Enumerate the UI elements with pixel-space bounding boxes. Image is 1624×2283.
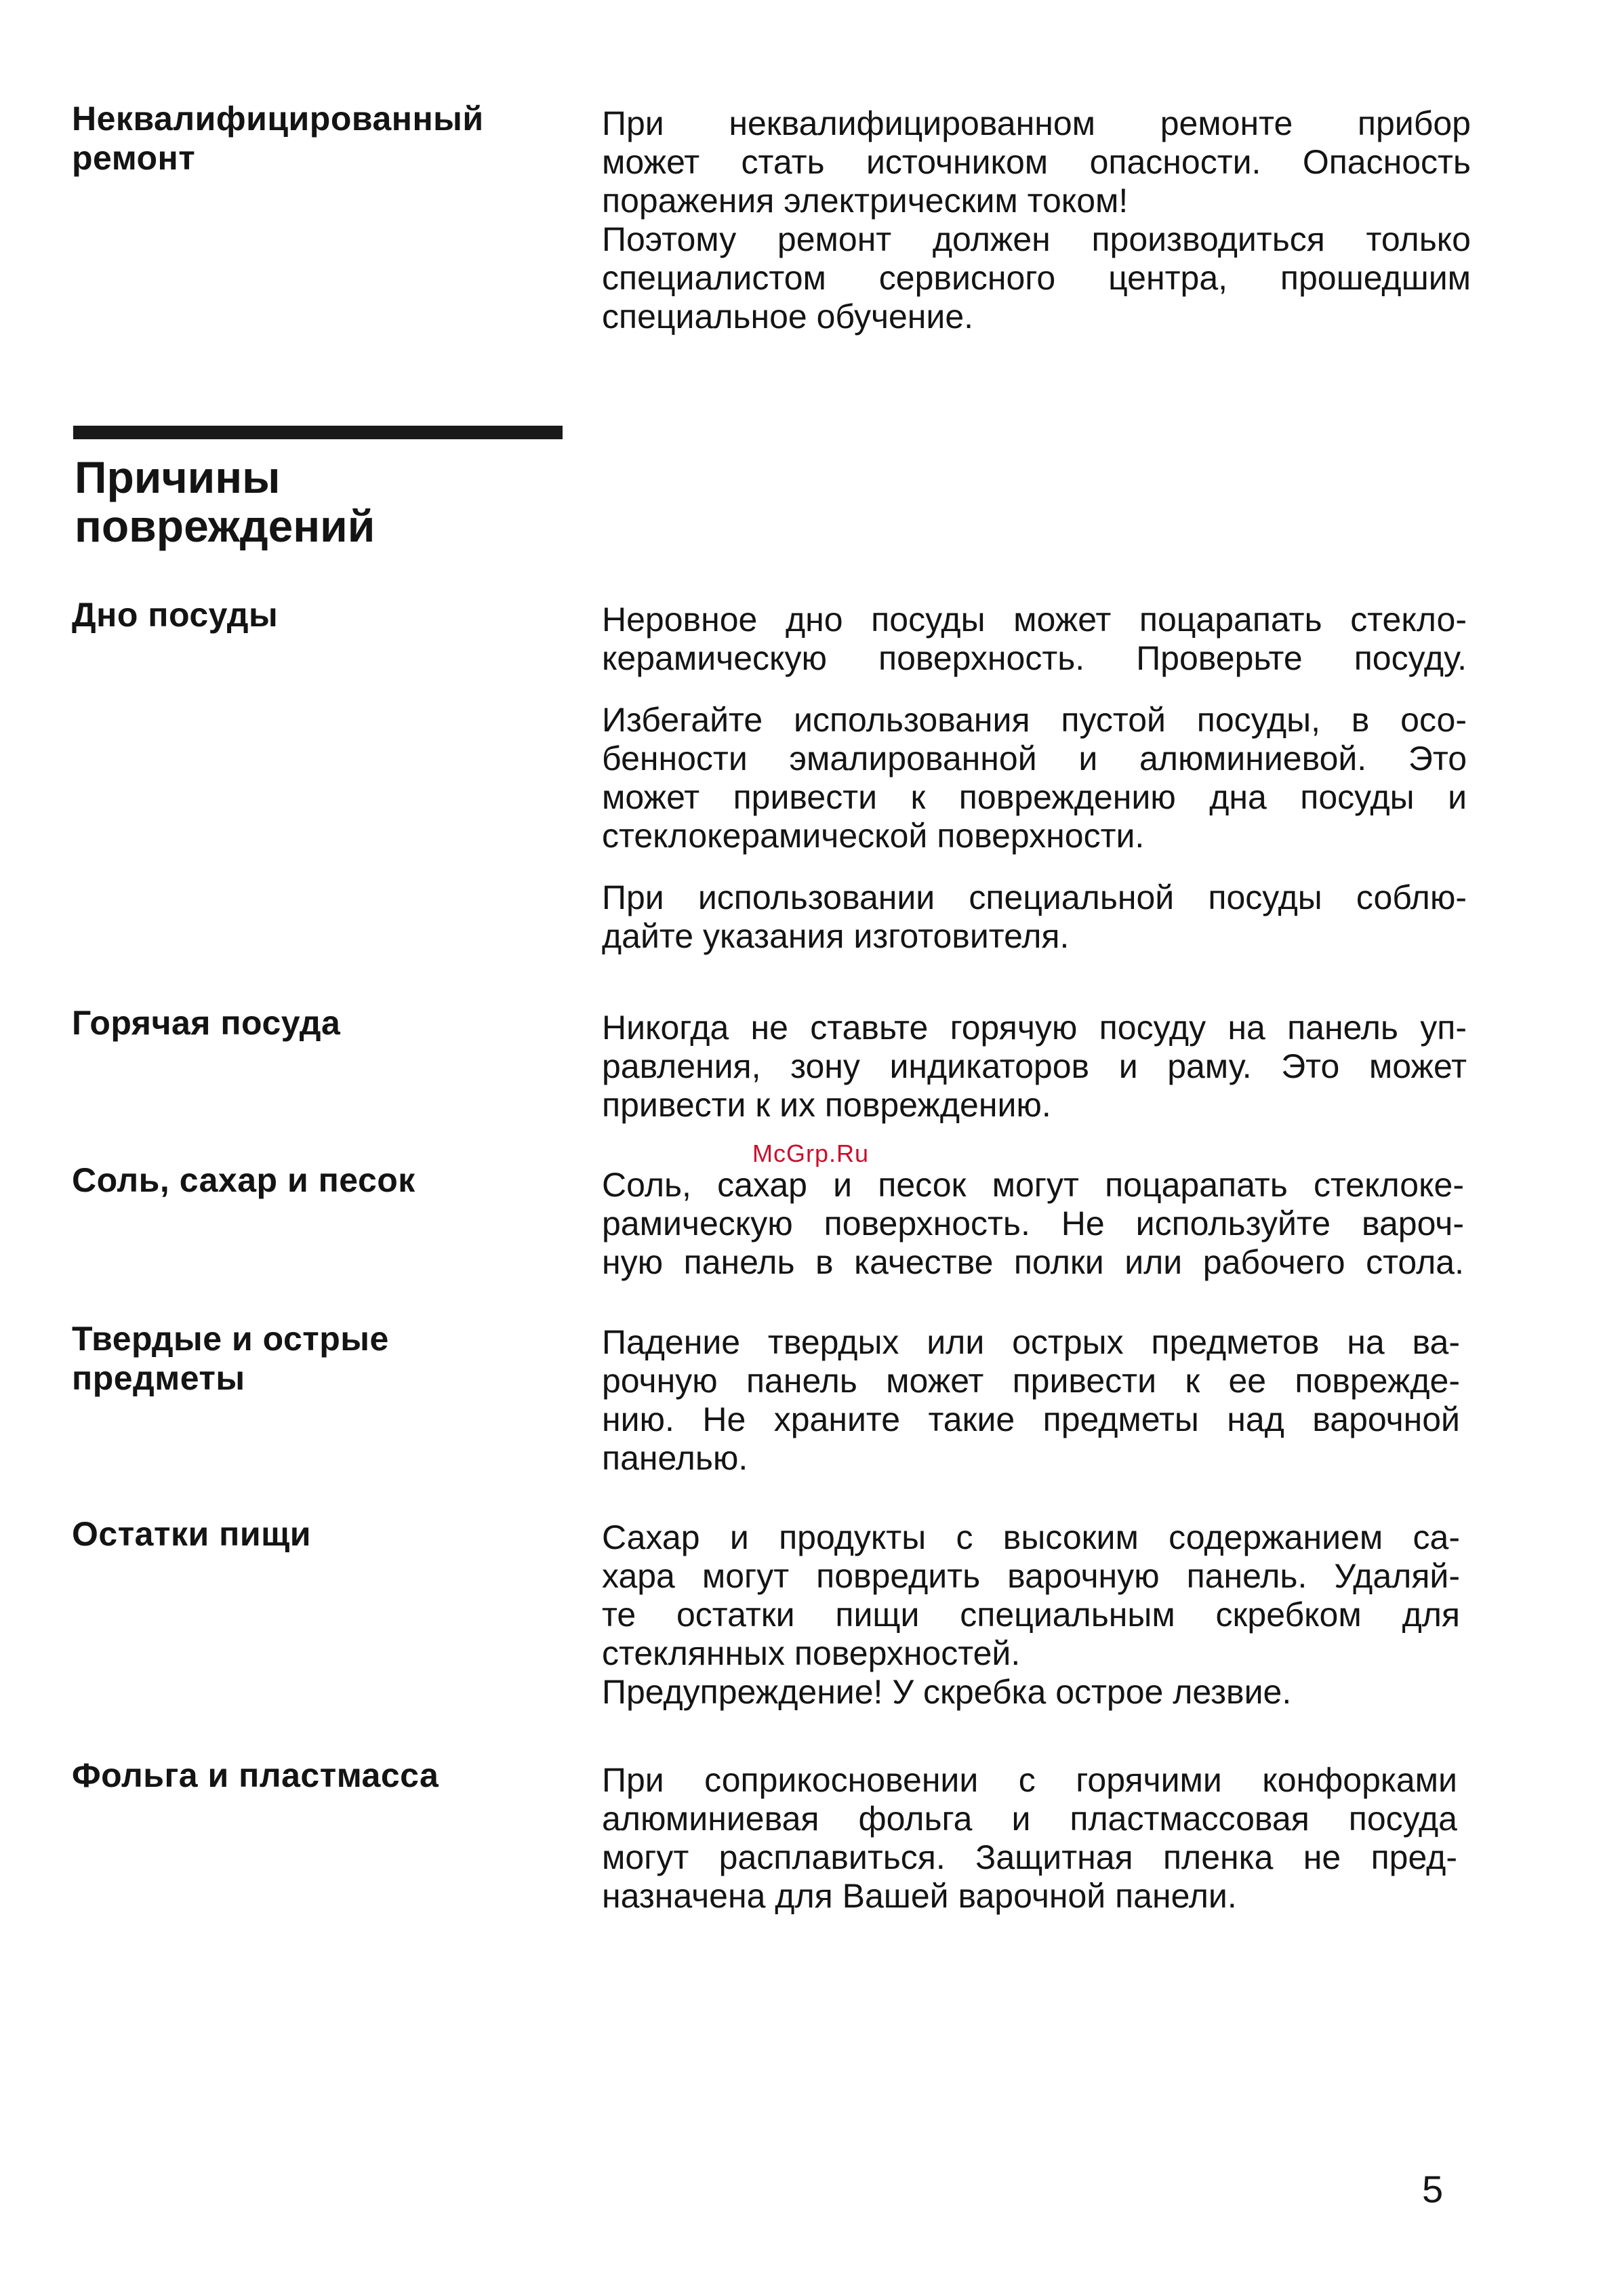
repair-paragraph	[602, 104, 1471, 336]
foil-line-4: назначена для Вашей варочной панели.	[602, 1877, 1237, 1915]
repair-heading	[72, 99, 587, 178]
repair-line-5: специалистом сервисного центра, прошедшим	[602, 259, 1471, 297]
sharp-line-1: Падение твердых или острых предметов на ва-	[602, 1323, 1460, 1361]
repair-line-6: специальное обучение.	[602, 298, 974, 336]
cookware-bottom-p1-line-1: Неровное дно посуды может поцарапать стекло-	[602, 601, 1467, 639]
sharp-line-4: панелью.	[602, 1439, 748, 1477]
watermark: McGrp.Ru	[752, 1139, 870, 1167]
repair-line-1: При неквалифицированном ремонте прибор	[602, 104, 1471, 142]
food-line-3: те остатки пищи специальным скребком для	[602, 1596, 1460, 1634]
sharp-line-2: рочную панель может привести к ее поврежде-	[602, 1362, 1460, 1400]
hot-cookware-line-1: Никогда не ставьте горячую посуду на панель уп-	[602, 1009, 1467, 1047]
food-line-2: хара могут повредить варочную панель. Удаляй-	[602, 1557, 1460, 1595]
repair-heading-line-1: Неквалифицированный	[72, 100, 484, 138]
food-line-5: Предупреждение! У скребка острое лезвие.	[602, 1673, 1292, 1711]
repair-line-2: может стать источником опасности. Опасность	[602, 143, 1471, 181]
cookware-bottom-p2-line-1: Избегайте использования пустой посуды, в осо-	[602, 701, 1467, 739]
sharp-line-3: нию. Не храните такие предметы над варочной	[602, 1400, 1460, 1438]
section-title-line-1: Причины	[75, 452, 281, 502]
page-number: 5	[1422, 2168, 1444, 2210]
cookware-bottom-p2-line-4: стеклокерамической поверхности.	[602, 817, 1145, 855]
sharp-objects-heading-line-2: предметы	[72, 1359, 245, 1397]
hot-cookware-line-2: равления, зону индикаторов и раму. Это может	[602, 1047, 1467, 1085]
cookware-bottom-p1-line-2: керамическую поверхность. Проверьте посуду.	[602, 639, 1467, 677]
section-title	[75, 453, 590, 550]
cookware-bottom-p2-line-2: бенности эмалированной и алюминиевой. Это	[602, 740, 1467, 777]
section-title-line-2: повреждений	[75, 501, 375, 551]
salt-line-2: рамическую поверхность. Не используйте вароч-	[602, 1205, 1464, 1242]
cookware-bottom-p3-line-1: При использовании специальной посуды соблю-	[602, 878, 1467, 916]
salt-line-3: ную панель в качестве полки или рабочего стола.	[602, 1243, 1464, 1281]
sharp-objects-heading-line-1: Твердые и острые	[72, 1320, 389, 1358]
food-line-4: стеклянных поверхностей.	[602, 1634, 1021, 1672]
sharp-objects-text	[602, 1323, 1460, 1478]
food-residue-heading: Остатки пищи	[72, 1515, 311, 1553]
foil-line-1: При соприкосновении с горячими конфорками	[602, 1761, 1457, 1799]
salt-sugar-sand-heading: Соль, сахар и песок	[72, 1161, 415, 1199]
salt-line-1: Соль, сахар и песок могут поцарапать стеклоке-	[602, 1166, 1464, 1204]
cookware-bottom-p3-line-2: дайте указания изготовителя.	[602, 917, 1070, 955]
cookware-bottom-p2-line-3: может привести к повреждению дна посуды и	[602, 778, 1467, 816]
cookware-bottom-text	[602, 601, 1467, 956]
foil-line-2: алюминиевая фольга и пластмассовая посуда	[602, 1800, 1457, 1838]
hot-cookware-line-3: привести к их повреждению.	[602, 1086, 1051, 1124]
foil-line-3: могут расплавиться. Защитная пленка не пред-	[602, 1838, 1457, 1876]
repair-heading-line-2: ремонт	[72, 139, 196, 177]
foil-plastic-heading: Фольга и пластмасса	[72, 1756, 439, 1794]
repair-line-3: поражения электрическим током!	[602, 182, 1129, 220]
salt-sugar-sand-text	[602, 1166, 1464, 1282]
section-divider-bar	[73, 426, 563, 439]
foil-plastic-text	[602, 1761, 1457, 1916]
hot-cookware-text	[602, 1009, 1467, 1125]
hot-cookware-heading: Горячая посуда	[72, 1004, 341, 1042]
repair-line-4: Поэтому ремонт должен производиться только	[602, 220, 1471, 258]
cookware-bottom-heading: Дно посуды	[72, 596, 279, 634]
food-line-1: Сахар и продукты с высоким содержанием са-	[602, 1518, 1460, 1556]
food-residue-text	[602, 1518, 1460, 1712]
sharp-objects-heading	[72, 1319, 587, 1398]
